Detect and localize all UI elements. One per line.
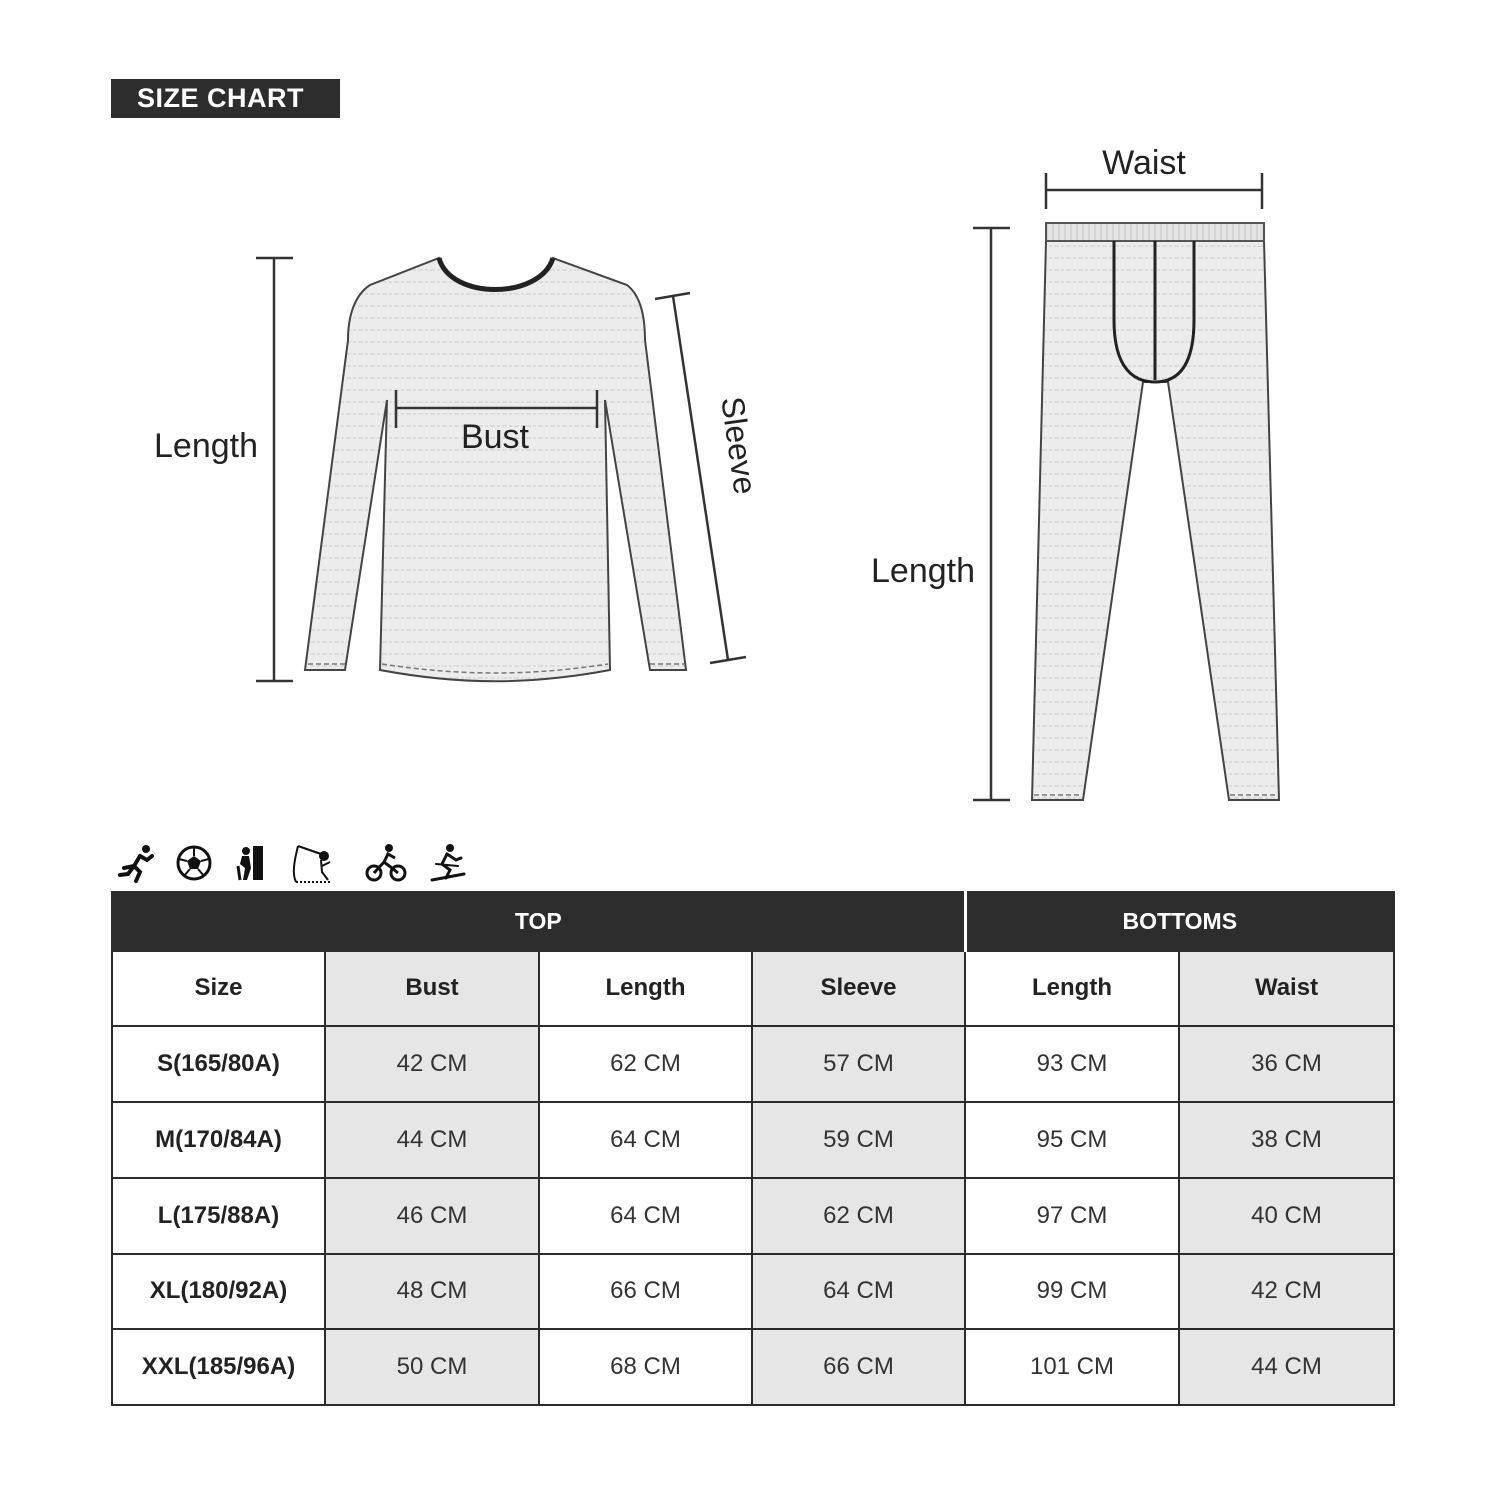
size-cell: M(170/84A) [112,1102,325,1178]
waist-measure [1046,144,1262,209]
waist-cell: 36 CM [1179,1026,1394,1102]
waist-label: Waist [1102,144,1186,182]
fishing-icon [294,846,330,882]
size-chart-title: SIZE CHART [111,79,340,118]
top-length-cell: 68 CM [539,1329,752,1405]
column-header-sleeve: Sleeve [752,951,965,1027]
size-cell: S(165/80A) [112,1026,325,1102]
group-bottoms-header: BOTTOMS [965,892,1394,951]
long-sleeve-top-drawing [305,258,686,681]
bottom-length-measure [871,228,1010,800]
sleeve-cell: 59 CM [752,1102,965,1178]
activity-icons [116,842,476,884]
bust-cell: 48 CM [325,1254,539,1330]
size-cell: XL(180/92A) [112,1254,325,1330]
climbing-icon [238,846,263,880]
cycling-icon [367,844,405,880]
table-row [112,1102,1394,1178]
top-length-cell: 64 CM [539,1178,752,1254]
top-length-cell: 66 CM [539,1254,752,1330]
bottom-length-cell: 101 CM [965,1329,1179,1405]
table-row [112,1026,1394,1102]
table-row [112,1178,1394,1254]
bust-cell: 42 CM [325,1026,539,1102]
skiing-icon [432,844,464,880]
sleeve-cell: 62 CM [752,1178,965,1254]
bottom-length-cell: 97 CM [965,1178,1179,1254]
column-header-bottom-length: Length [965,951,1179,1027]
size-cell: L(175/88A) [112,1178,325,1254]
table-row [112,1329,1394,1405]
waist-cell: 44 CM [1179,1329,1394,1405]
sleeve-label: Sleeve [714,394,764,497]
bottom-length-label: Length [871,552,975,590]
bust-cell: 44 CM [325,1102,539,1178]
soccer-ball-icon [178,847,210,879]
sleeve-cell: 66 CM [752,1329,965,1405]
column-header-top-length: Length [539,951,752,1027]
bottom-length-cell: 99 CM [965,1254,1179,1330]
column-header-size: Size [112,951,325,1027]
group-top-header: TOP [112,892,965,951]
waist-cell: 40 CM [1179,1178,1394,1254]
column-header-waist: Waist [1179,951,1394,1027]
top-length-measure [154,258,293,681]
table-row [112,1254,1394,1330]
waist-cell: 38 CM [1179,1102,1394,1178]
pants-drawing [1032,223,1279,800]
bust-cell: 50 CM [325,1329,539,1405]
column-header-bust: Bust [325,951,539,1027]
size-cell: XXL(185/96A) [112,1329,325,1405]
sleeve-cell: 64 CM [752,1254,965,1330]
top-length-cell: 62 CM [539,1026,752,1102]
bust-cell: 46 CM [325,1178,539,1254]
waist-cell: 42 CM [1179,1254,1394,1330]
running-icon [120,845,152,881]
sleeve-cell: 57 CM [752,1026,965,1102]
top-length-cell: 64 CM [539,1102,752,1178]
size-table [111,891,1395,1406]
top-length-label: Length [154,427,258,465]
bottom-length-cell: 93 CM [965,1026,1179,1102]
bottom-length-cell: 95 CM [965,1102,1179,1178]
bust-label: Bust [460,418,530,456]
